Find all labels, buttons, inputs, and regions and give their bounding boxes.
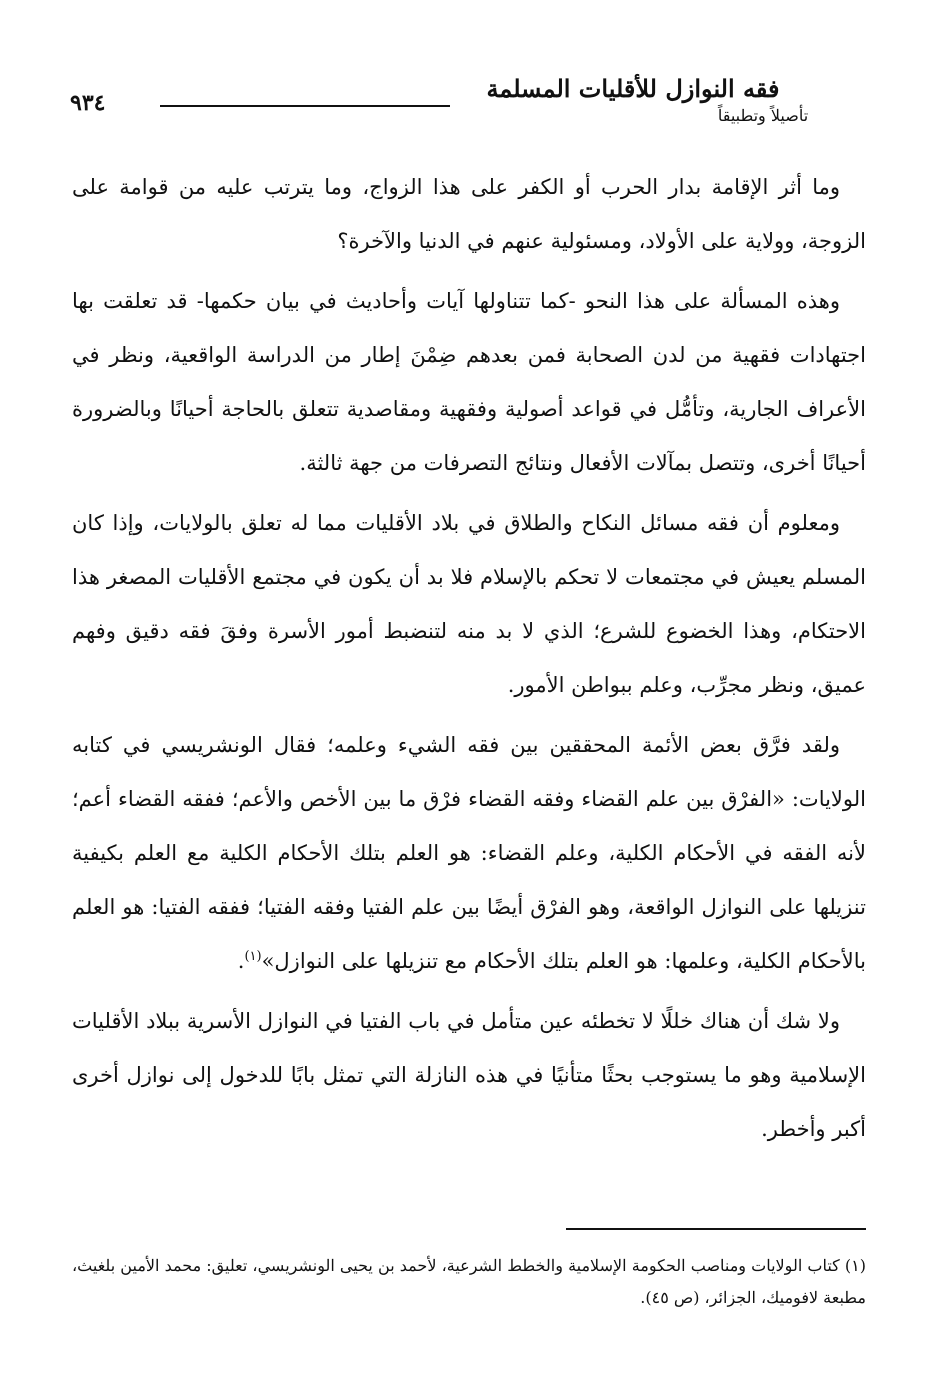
- book-title-block: [398, 72, 868, 126]
- paragraph: وهذه المسألة على هذا النحو -كما تتناولها آيات وأحاديث في بيان حكمها- قد تعلقت بها اجتهادات فقهية من لدن الصحابة فمن بعدهم ضِمْنَ إطار من الدراسة الواقعية، ونظر في الأعراف الجارية، وتأمُّل في قواعد أصولية وفقهية ومقاصدية تتعلق بالحاجة أحيانًا وبالضرورة أحيانًا أخرى، وتتصل بمآلات الأفعال ونتائج التصرفات من جهة ثالثة.: [72, 289, 866, 475]
- quote-text: ولقد فرَّق بعض الأئمة المحققين بين فقه الشيء وعلمه؛ فقال الونشريسي في كتابه الولايات: «الفرْق بين علم القضاء وفقه القضاء فرْق ما بين الأخص والأعم؛ ففقه القضاء أعم؛ لأنه الفقه في الأحكام الكلية، وعلم القضاء: هو العلم بتلك الأحكام الكلية مع العلم بكيفية تنزيلها على النوازل الواقعة، وهو الفرْق أيضًا بين علم الفتيا وفقه الفتيا؛ ففقه الفتيا: هو العلم بالأحكام الكلية، وعلمها: هو العلم بتلك الأحكام مع تنزيلها على النوازل»: [72, 733, 866, 973]
- page-number: ٩٣٤: [70, 90, 106, 116]
- paragraph: وما أثر الإقامة بدار الحرب أو الكفر على هذا الزواج، وما يترتب عليه من قوامة على الزوجة، وولاية على الأولاد، ومسئولية عنهم في الدنيا والآخرة؟: [72, 175, 866, 253]
- book-title: فقه النوازل للأقليات المسلمة: [486, 74, 780, 103]
- footnote-separator: [566, 1228, 866, 1230]
- header-rule: [160, 105, 450, 107]
- footnote-reference[interactable]: (١): [244, 949, 262, 964]
- book-subtitle: تأصيلاً وتطبيقاً: [717, 106, 809, 125]
- footnote: (١) كتاب الولايات ومناصب الحكومة الإسلامية والخطط الشرعية، لأحمد بن يحيى الونشريسي، تعليق: محمد الأمين بلغيث، مطبعة لافوميك، الجزائر، (ص ٤٥).: [72, 1256, 866, 1307]
- paragraph: ولا شك أن هناك خللًا لا تخطئه عين متأمل في باب الفتيا في النوازل الأسرية ببلاد الأقليات الإسلامية وهو ما يستوجب بحثًا متأنيًا في هذه النازلة التي تمثل بابًا للدخول إلى نوازل أخرى أكبر وأخطر.: [72, 1009, 866, 1141]
- paragraph-with-quote: [72, 718, 866, 988]
- sentence-end: .: [237, 949, 245, 973]
- footnotes: [72, 1250, 866, 1314]
- paragraph: ومعلوم أن فقه مسائل النكاح والطلاق في بلاد الأقليات مما له تعلق بالولايات، وإذا كان المسلم يعيش في مجتمعات لا تحكم بالإسلام فلا بد أن يكون في مجتمع الأقليات المصغر هذا الاحتكام، وهذا الخضوع للشرع؛ الذي لا بد منه لتنضبط أمور الأسرة وفقَ فقه دقيق وفهم عميق، ونظر مجرِّب، وعلم ببواطن الأمور.: [72, 511, 866, 697]
- running-header: [70, 70, 868, 140]
- main-text: [72, 160, 866, 1162]
